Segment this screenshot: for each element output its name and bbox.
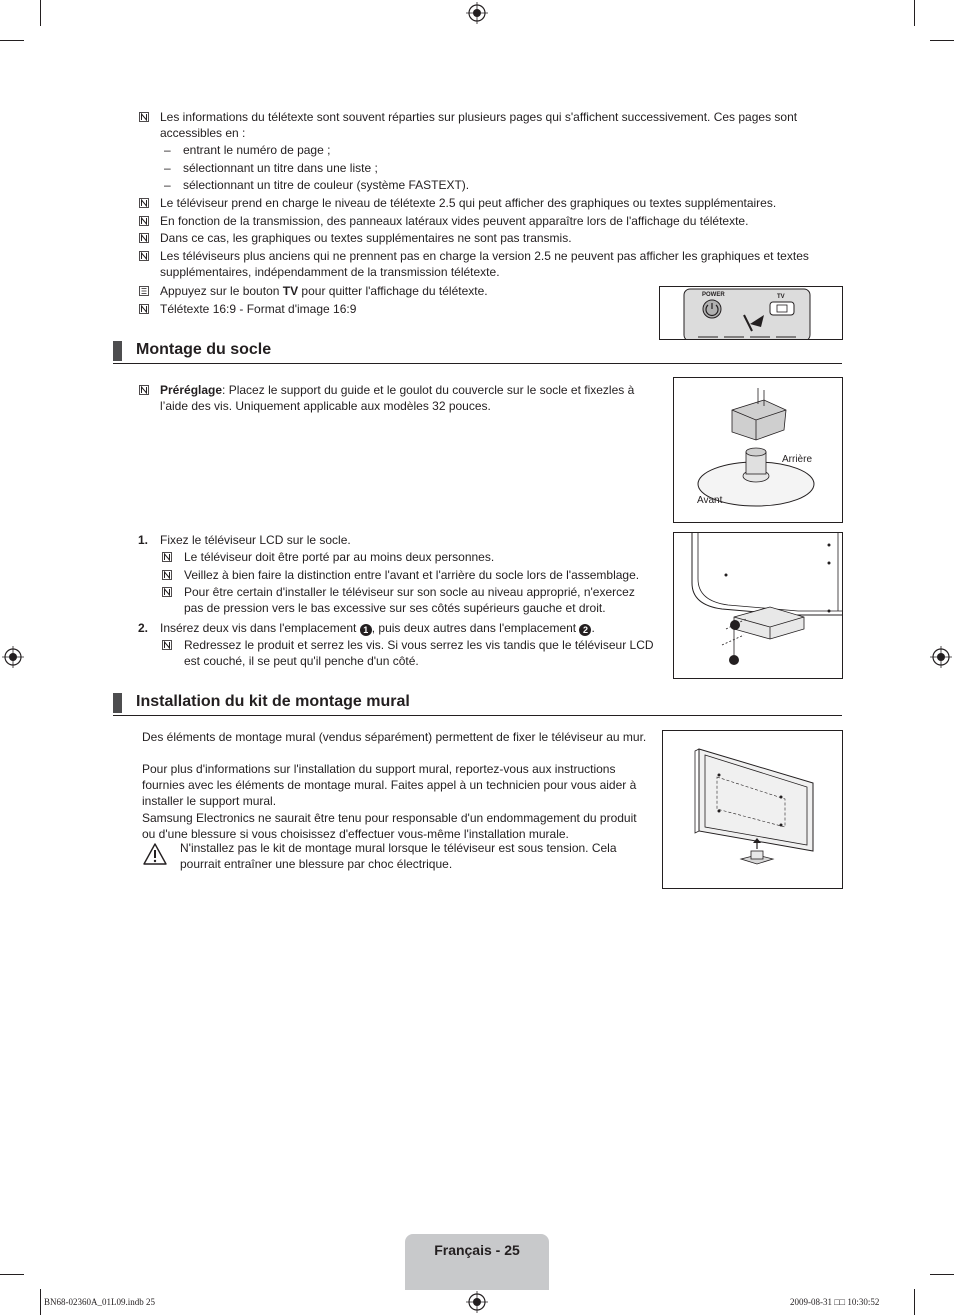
print-slug-right: 2009-08-31 □□ 10:30:52	[790, 1297, 880, 1307]
crop-mark	[914, 0, 915, 26]
crop-mark	[930, 40, 954, 41]
note-icon	[162, 552, 172, 562]
remote-control-figure	[659, 286, 843, 340]
note-icon	[139, 251, 149, 261]
section-title-stand: Montage du socle	[136, 341, 272, 358]
registration-mark-icon	[930, 646, 952, 668]
tv-label: TV	[777, 294, 785, 300]
registration-mark-icon	[2, 646, 24, 668]
list-item: sélectionnant un titre dans une liste ;	[183, 161, 378, 175]
wall-mount-warning: N'installez pas le kit de montage mural lorsque le téléviseur est sous tension. Cela pourrait entraîner une blessure par choc électrique.	[180, 841, 617, 871]
tv-key-label: TV	[282, 284, 299, 298]
stand-screws-illustration	[674, 533, 842, 678]
registration-mark-icon	[466, 1291, 488, 1313]
teletext-note-level: Le téléviseur prend en charge le niveau de télétexte 2.5 qui peut afficher des graphiques ou textes supplémentaires.	[160, 196, 777, 210]
crop-mark	[930, 1274, 954, 1275]
circled-number-1: 1	[360, 624, 372, 636]
dash: –	[164, 178, 171, 192]
step-2-note-tighten: Redressez le produit et serrez les vis. Si vous serrez les vis tandis que le téléviseur LCD est couché, il se peut qu'il penche d'un côté.	[184, 638, 654, 668]
note-icon	[162, 587, 172, 597]
note-icon	[139, 112, 149, 122]
teletext-note-older-tv: Les téléviseurs plus anciens qui ne prennent pas en charge la version 2.5 ne peuvent pas afficher les graphiques et textes supplémentaires, indépendamment de la transmission télétexte.	[160, 249, 809, 279]
crop-mark	[40, 0, 41, 26]
print-slug-left: BN68-02360A_01L09.indb 25	[44, 1297, 155, 1307]
crop-mark	[40, 1289, 41, 1315]
crop-mark	[914, 1289, 915, 1315]
wall-mount-intro: Des éléments de montage mural (vendus séparément) permettent de fixer le téléviseur au mur.	[142, 730, 647, 744]
list-item: entrant le numéro de page ;	[183, 143, 331, 157]
warning-triangle-icon	[143, 843, 167, 865]
crop-mark	[0, 40, 24, 41]
page-number: Français - 25	[434, 1242, 520, 1258]
remote-button-icon	[139, 286, 149, 296]
rear-label: Arrière	[782, 454, 813, 465]
wall-mount-illustration	[663, 731, 842, 888]
crop-mark	[0, 1274, 24, 1275]
step-number: 2.	[138, 621, 149, 635]
note-icon	[139, 304, 149, 314]
step-number: 1.	[138, 533, 149, 547]
section-title-wall-mount: Installation du kit de montage mural	[136, 693, 410, 710]
teletext-note-pages: Les informations du télétexte sont souvent réparties sur plusieurs pages qui s'affichent successivement. Ces pages sont accessibles en :	[160, 110, 798, 140]
note-icon	[162, 570, 172, 580]
step-1-note-pressure: Pour être certain d'installer le téléviseur sur son socle au niveau approprié, n'exercez pas de pression vers le bas excessive sur ses côtés supérieurs gauche et droit.	[184, 585, 635, 615]
preset-label: Préréglage	[160, 383, 223, 397]
list-item: sélectionnant un titre de couleur (système FASTEXT).	[183, 178, 470, 192]
text-fragment: Insérez deux vis dans l'emplacement	[160, 621, 360, 635]
note-icon	[139, 216, 149, 226]
wall-mount-instructions: Pour plus d'informations sur l'installation du support mural, reportez-vous aux instructions fournies avec les éléments de montage mural. Faites appel à un technicien pour vous aider à installer le support mural.	[142, 762, 637, 808]
power-label: POWER	[702, 292, 725, 298]
teletext-note-not-transmitted: Dans ce cas, les graphiques ou textes supplémentaires ne sont pas transmis.	[160, 231, 572, 245]
text-fragment: : Placez le support du guide et le goulot du couvercle sur le socle et fixezles à l’aide des vis. Uniquement applicable aux modèles 32 pouces.	[160, 383, 635, 413]
section-rule	[113, 715, 842, 716]
teletext-note-format: Télétexte 16:9 - Format d'image 16:9	[160, 302, 357, 316]
text-fragment: , puis deux autres dans l'emplacement	[371, 621, 580, 635]
step-1-note-carry: Le téléviseur doit être porté par au moins deux personnes.	[184, 550, 495, 564]
step-1-text: Fixez le téléviseur LCD sur le socle.	[160, 533, 351, 547]
circled-number-2: 2	[579, 624, 591, 636]
dash: –	[164, 161, 171, 175]
text-fragment: Appuyez sur le bouton	[160, 284, 283, 298]
stand-base-figure	[673, 377, 843, 523]
front-label: Avant	[697, 495, 723, 506]
note-icon	[139, 233, 149, 243]
dash: –	[164, 143, 171, 157]
note-icon	[139, 385, 149, 395]
section-rule	[113, 363, 842, 364]
preset-note	[160, 382, 650, 414]
note-icon	[139, 198, 149, 208]
step-2-text	[160, 620, 595, 636]
teletext-note-panels: En fonction de la transmission, des panneaux latéraux vides peuvent apparaître lors de l'affichage du télétexte.	[160, 214, 749, 228]
wall-mount-liability: Samsung Electronics ne saurait être tenu pour responsable d'un endommagement du produit ou d'une blessure si vous choisissez d'effectuer vous-même l'installation murale.	[142, 811, 637, 841]
step-1-note-orientation: Veillez à bien faire la distinction entre l'avant et l'arrière du socle lors de l'assemblage.	[184, 568, 640, 582]
section-marker	[113, 693, 122, 713]
section-marker	[113, 341, 122, 361]
wall-mount-figure	[662, 730, 843, 889]
registration-mark-icon	[466, 2, 488, 24]
remote-control-illustration	[660, 287, 842, 339]
stand-screws-figure	[673, 532, 843, 679]
note-icon	[162, 640, 172, 650]
teletext-note-exit	[160, 283, 488, 299]
text-fragment: pour quitter l'affichage du télétexte.	[298, 284, 488, 298]
text-fragment: .	[591, 621, 595, 635]
